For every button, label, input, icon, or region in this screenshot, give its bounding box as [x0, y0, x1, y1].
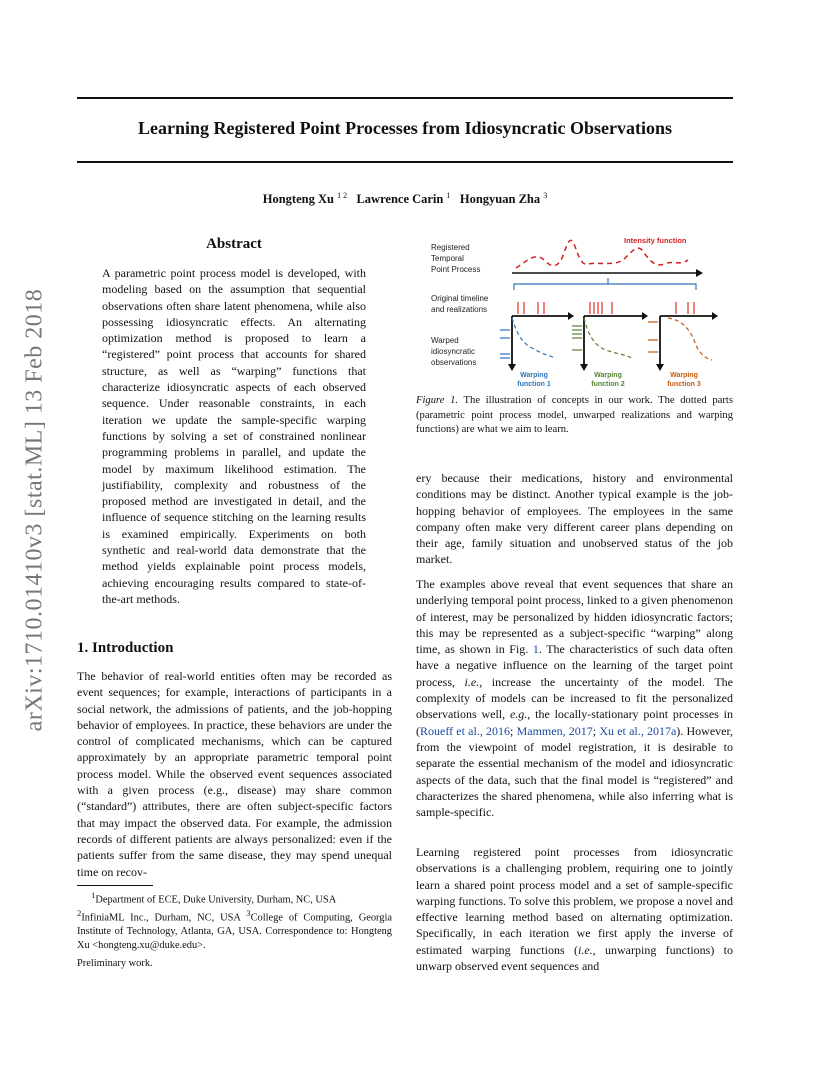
warped-event-arrows-1	[500, 330, 510, 358]
warping-panel-1	[500, 302, 574, 371]
right-paragraph-3	[416, 844, 733, 974]
warped-axis-arrowhead	[656, 364, 664, 371]
registered-timeline-arrowhead	[696, 269, 703, 277]
warping-panel-2	[572, 302, 648, 371]
label-original-line1: Original timeline	[431, 294, 489, 303]
citation-link[interactable]: Xu et al., 2017a	[599, 723, 677, 738]
event-arrows-2	[590, 302, 612, 314]
footnote-marker: 3	[246, 908, 251, 919]
warping-curve-2	[584, 318, 632, 358]
timeline-arrowhead	[642, 312, 648, 320]
title-bottom-rule	[77, 161, 733, 163]
paper-title: Learning Registered Point Processes from Idiosyncratic Observations	[138, 118, 672, 138]
label-intensity-function: Intensity function	[624, 236, 687, 245]
paragraph-text: e.g.	[509, 707, 528, 722]
warping-label-2-line2: function 2	[591, 381, 625, 388]
warping-label-1-line2: function 1	[517, 381, 551, 388]
event-arrows-3	[676, 302, 694, 314]
brace-icon	[514, 278, 696, 290]
timeline-arrowhead	[712, 312, 718, 320]
introduction-paragraph: The behavior of real-world entities often may be recorded as event sequences; for example, interactions of participants in a social network, the admissions of patients, and the job-hopping behavior of employees. In practice, these behaviors are under the control of complicated mechanisms, which can be captured approximately by an appropriate parametric temporal point process model. While the observed event sequences associated with a given process (e.g., disease) may share common (“standard”) attributes, there are often subject-specific factors that may impact the observed data. For example, the admission records of different patients are always personalized: even if the patients suffer from the same disease, they may spend unequal time on recov-	[77, 669, 392, 879]
event-arrows-1	[518, 302, 544, 314]
preliminary-note: Preliminary work.	[77, 958, 153, 969]
footnote-rule	[77, 885, 153, 886]
warping-label-3-line2: function 3	[667, 381, 701, 388]
author-name: Hongteng Xu	[262, 192, 334, 207]
paragraph-text: ;	[510, 723, 517, 738]
arxiv-stamp-text: arXiv:1710.01410v3 [stat.ML] 13 Feb 2018	[21, 288, 48, 732]
warped-axis-arrowhead	[508, 364, 516, 371]
paragraph-text: , increase the uncertainty of the model. The complexity of models can be increased to fit the personalized observations well,	[416, 674, 734, 722]
warping-label-2-line1: Warping	[594, 372, 622, 379]
footnote-marker: 2	[77, 908, 82, 919]
affiliation-footnote	[77, 889, 392, 952]
label-warped-line3: observations	[431, 358, 477, 367]
label-warped-line2: idiosyncratic	[431, 347, 476, 356]
top-rule	[77, 97, 733, 99]
right-paragraph-1: ery because their medications, history and environmental conditions may be distinct. Another typical example is the job-hopping behavior of employees. The employees in the same company often make very different career plans depending on their age, family situation and unobserved status of the job market.	[416, 471, 733, 567]
label-warped-line1: Warped	[431, 336, 459, 345]
label-original-line2: and realizations	[431, 305, 488, 314]
figure-1-caption	[416, 394, 733, 438]
warped-event-arrows-2	[572, 326, 582, 350]
section-heading-introduction: 1. Introduction	[77, 640, 174, 656]
figure-1-diagram	[418, 230, 733, 395]
paragraph-text: i.e.	[464, 674, 480, 689]
paragraph-text: , unwarping functions) to unwarp observed event sequences and	[416, 942, 734, 974]
figure-reference-link[interactable]: 1	[532, 642, 539, 657]
warping-panel-3	[648, 302, 718, 371]
footnote-affiliation-2: InfiniaML Inc., Durham, NC, USA	[81, 912, 241, 924]
warping-curve-1	[512, 318, 556, 358]
citation-link[interactable]: Roueff et al., 2016	[420, 723, 511, 738]
warped-event-arrows-3	[648, 322, 658, 352]
caption-label: Figure 1.	[416, 395, 459, 406]
warped-axis-arrowhead	[580, 364, 588, 371]
label-registered-line1: Registered	[431, 243, 470, 252]
paragraph-text: ). However, from the viewpoint of model registration, it is desirable to separate the essential mechanism of the model and idiosyncratic aspects of the data, such that the final model is “registered” and characterizes the shared phenomena, while also inferring what is sample-specific.	[416, 723, 733, 820]
paragraph-text: The examples above reveal that event sequences that share an underlying temporal point process, linked to a given phenomenon of interest, may be personalized by hidden idiosyncratic factors; this may be represented as a subject-specific “warping” along time, as shown in Fig.	[416, 577, 733, 657]
footnote-affiliation-3: College of Computing, Georgia Institute of Technology, Atlanta, GA, USA. Correspondence to: Hongteng Xu <hongteng.xu@duke.edu>.	[77, 912, 392, 951]
author-affiliation: 1	[446, 191, 451, 200]
warping-label-1-line1: Warping	[520, 372, 548, 379]
paragraph-text: ;	[592, 723, 600, 738]
footnote-affiliation-1: Department of ECE, Duke University, Durham, NC, USA	[95, 894, 337, 906]
paragraph-text: Learning registered point processes from idiosyncratic observations is a challenging problem, requiring one to jointly learn a shared point process model and a set of sample-specific warping functions. To solve this problem, we propose a novel and effective learning method based on alternating optimization. Specifically, in each iteration we first apply the inverse of estimated warping functions (	[416, 845, 733, 957]
right-paragraph-2	[416, 576, 733, 820]
label-registered-line2: Temporal	[431, 254, 464, 263]
paragraph-text: . The characteristics of such data often have a negative influence on the learning of the target point process,	[416, 642, 734, 689]
timeline-arrowhead	[568, 312, 574, 320]
abstract-heading: Abstract	[206, 236, 262, 252]
warping-curve-3	[668, 318, 712, 360]
author-affiliation: 3	[543, 191, 548, 200]
author-name: Lawrence Carin	[356, 192, 444, 207]
author-list	[77, 191, 733, 207]
paragraph-text: i.e.	[578, 942, 593, 957]
warping-label-3-line1: Warping	[670, 372, 698, 379]
citation-link[interactable]: Mammen, 2017	[516, 723, 593, 738]
author-name: Hongyuan Zha	[459, 192, 541, 207]
label-registered-line3: Point Process	[431, 265, 481, 274]
paragraph-text: , the locally-stationary point processes in (	[416, 707, 733, 738]
abstract-body: A parametric point process model is developed, with modeling based on the assumption that sequential observations often share latent phenomena, while also possessing idiosyncratic effects. An alternating optimization method is proposed to learn a “registered” point process that accounts for shared structure, as well as “warping” functions that characterize idiosyncratic aspects of each observed sequence. Under reasonable constraints, in each iteration we update the sample-specific warping functions by solving a set of constrained nonlinear programming problems in parallel, and update the model by maximum likelihood estimation. The justifiability, complexity and robustness of the proposed method are investigated in detail, and the influence of sequence stitching on the learning results is examined empirically. Experiments on both synthetic and real-world data demonstrate that the method yields explainable point process models, achieving encouraging results compared to state-of-the-art methods.	[102, 266, 366, 606]
footnote-marker: 1	[91, 890, 96, 900]
author-affiliation: 1 2	[337, 191, 348, 200]
caption-text: The illustration of concepts in our work. The dotted parts (parametric point process model, unwarped realizations and warping functions) are what we aim to learn.	[416, 395, 733, 435]
